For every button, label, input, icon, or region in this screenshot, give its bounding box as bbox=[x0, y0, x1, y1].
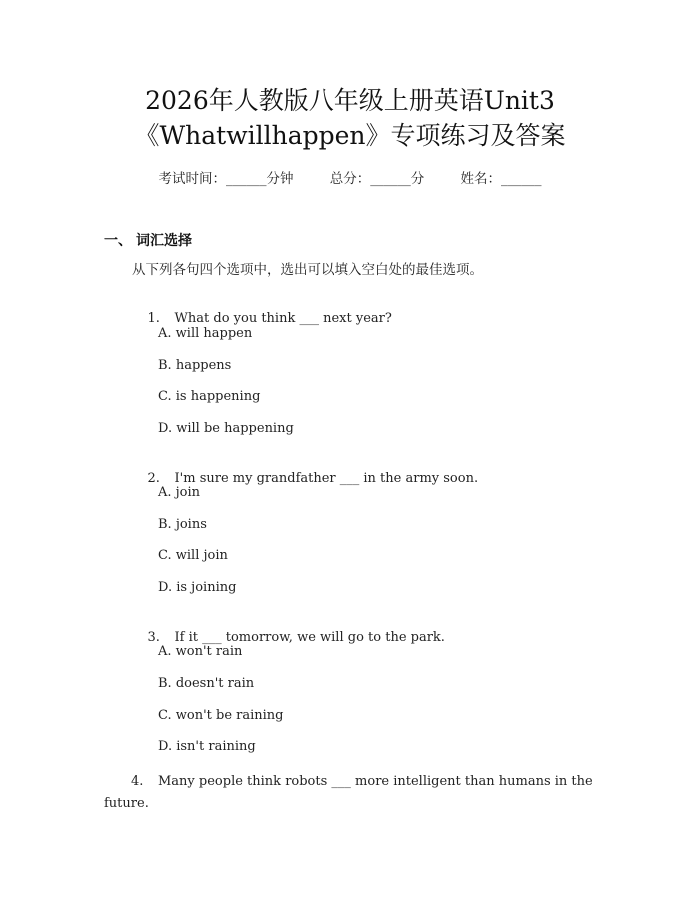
section-number: 一、 bbox=[104, 233, 132, 249]
exam-name-field: 姓名：______ bbox=[460, 171, 542, 187]
question-4 bbox=[104, 771, 604, 815]
question-1-option-b: B. happens bbox=[158, 358, 232, 373]
question-1-option-c: C. is happening bbox=[158, 389, 261, 404]
question-number: 1. bbox=[147, 311, 160, 326]
question-text: Many people think robots ___ more intelligent than humans in the future. bbox=[104, 774, 593, 811]
question-2-option-a: A. join bbox=[158, 485, 201, 500]
question-number: 4. bbox=[131, 774, 144, 789]
question-text: If it ___ tomorrow, we will go to the park. bbox=[174, 630, 445, 645]
question-text: I'm sure my grandfather ___ in the army soon. bbox=[174, 471, 479, 486]
section-title: 词汇选择 bbox=[136, 233, 192, 249]
question-number: 2. bbox=[147, 471, 160, 486]
question-1-option-d: D. will be happening bbox=[158, 421, 294, 436]
exam-info bbox=[0, 170, 700, 188]
question-2-option-c: C. will join bbox=[158, 548, 228, 563]
section-instruction: 从下列各句四个选项中，选出可以填入空白处的最佳选项。 bbox=[132, 262, 483, 278]
question-2-option-b: B. joins bbox=[158, 517, 207, 532]
question-3-option-c: C. won't be raining bbox=[158, 708, 284, 723]
question-number: 3. bbox=[147, 630, 160, 645]
document-title-line1: 2026年人教版八年级上册英语Unit3 bbox=[145, 86, 555, 115]
question-2-option-d: D. is joining bbox=[158, 580, 237, 595]
question-text: What do you think ___ next year? bbox=[174, 311, 392, 326]
question-3-option-b: B. doesn't rain bbox=[158, 676, 255, 691]
exam-time-field: 考试时间：______分钟 bbox=[158, 171, 294, 187]
question-3-option-a: A. won't rain bbox=[158, 644, 243, 659]
document-title-line2: 《Whatwillhappen》专项练习及答案 bbox=[134, 121, 566, 150]
question-1-option-a: A. will happen bbox=[158, 326, 253, 341]
question-3-option-d: D. isn't raining bbox=[158, 739, 256, 754]
exam-score-field: 总分：______分 bbox=[329, 171, 425, 187]
section-heading bbox=[104, 230, 192, 250]
